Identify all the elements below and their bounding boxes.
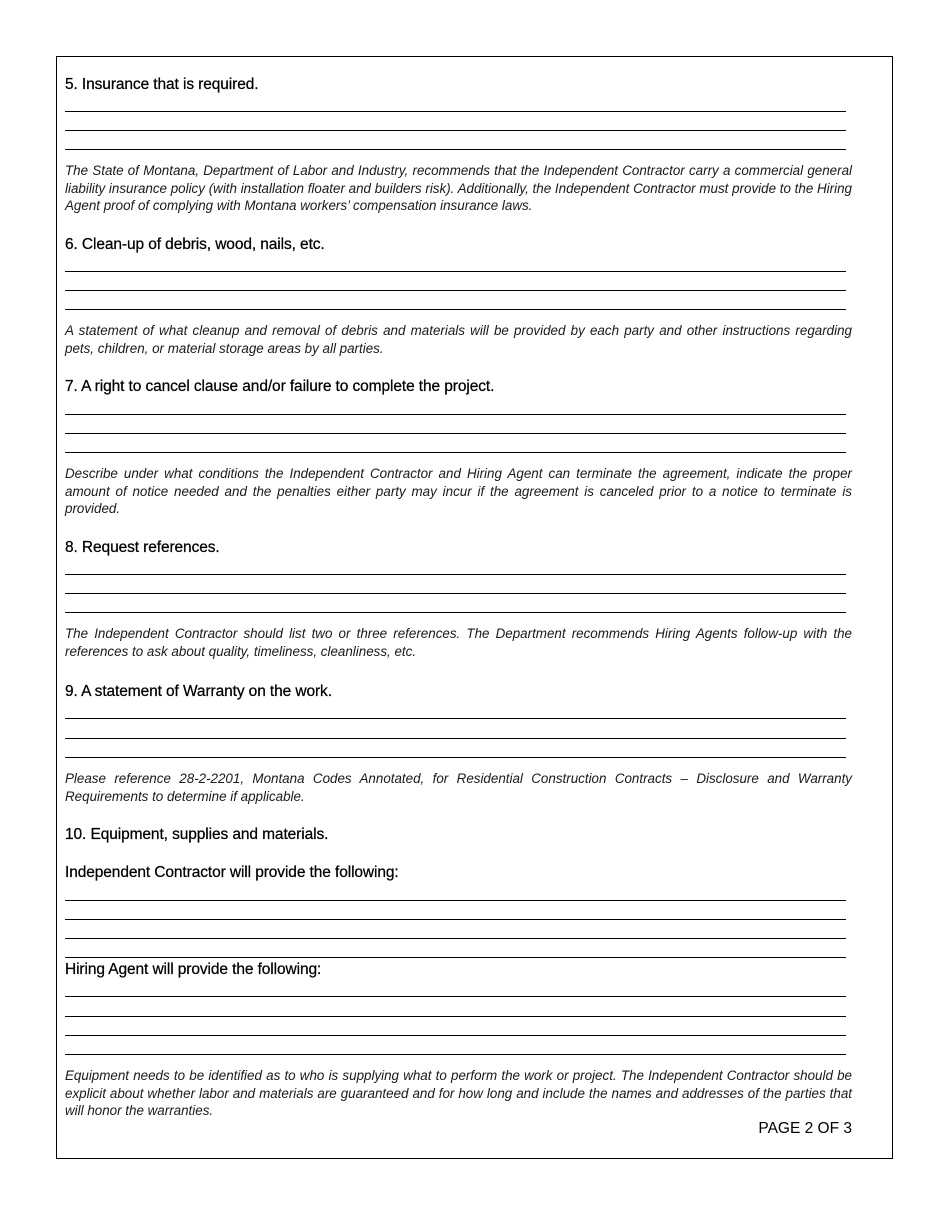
section-9-answer-line-2[interactable] <box>65 738 846 739</box>
agent-provides-heading: Hiring Agent will provide the following: <box>65 961 322 978</box>
section-8-heading: 8. Request references. <box>65 539 220 556</box>
contractor-answer-line-3[interactable] <box>65 938 846 939</box>
section-8-answer-line-1[interactable] <box>65 574 846 575</box>
section-9-answer-line-3[interactable] <box>65 757 846 758</box>
section-7-answer-line-1[interactable] <box>65 414 846 415</box>
agent-answer-line-1[interactable] <box>65 996 846 997</box>
section-8-answer-line-3[interactable] <box>65 612 846 613</box>
section-5-answer-line-3[interactable] <box>65 149 846 150</box>
section-9-answer-line-1[interactable] <box>65 718 846 719</box>
section-10-heading: 10. Equipment, supplies and materials. <box>65 826 329 843</box>
agent-answer-line-4[interactable] <box>65 1054 846 1055</box>
section-10-note: Equipment needs to be identified as to who is supplying what to perform the work or project. The Independent Contractor should be explicit about whether labor and materials are guaranteed and for how long and include the names and addresses of the parties that will honor the warranties. <box>65 1068 852 1119</box>
page-border <box>56 56 893 1159</box>
section-5-heading: 5. Insurance that is required. <box>65 76 259 93</box>
section-7-answer-line-3[interactable] <box>65 452 846 453</box>
contractor-answer-line-1[interactable] <box>65 900 846 901</box>
section-6-heading: 6. Clean-up of debris, wood, nails, etc. <box>65 236 325 253</box>
contractor-answer-line-4[interactable] <box>65 957 846 958</box>
section-7-answer-line-2[interactable] <box>65 433 846 434</box>
section-7-heading: 7. A right to cancel clause and/or failure to complete the project. <box>65 378 495 395</box>
section-5-note: The State of Montana, Department of Labor and Industry, recommends that the Independent Contractor carry a commercial general liability insurance policy (with installation floater and builders risk). Additionally, the Independent Contractor must provide to the Hiring Agent proof of complying with Montana workers’ compensation insurance laws. <box>65 163 852 214</box>
page-number: PAGE 2 OF 3 <box>758 1120 852 1137</box>
section-6-note: A statement of what cleanup and removal of debris and materials will be provided by each party and other instructions regarding pets, children, or material storage areas by all parties. <box>65 323 852 356</box>
section-6-answer-line-3[interactable] <box>65 309 846 310</box>
section-6-answer-line-2[interactable] <box>65 290 846 291</box>
contractor-answer-line-2[interactable] <box>65 919 846 920</box>
section-9-heading: 9. A statement of Warranty on the work. <box>65 683 332 700</box>
section-5-answer-line-1[interactable] <box>65 111 846 112</box>
section-8-note: The Independent Contractor should list two or three references. The Department recommends Hiring Agents follow-up with the references to ask about quality, timeliness, cleanliness, etc. <box>65 626 852 659</box>
agent-answer-line-3[interactable] <box>65 1035 846 1036</box>
section-5-answer-line-2[interactable] <box>65 130 846 131</box>
section-8-answer-line-2[interactable] <box>65 593 846 594</box>
section-9-note: Please reference 28-2-2201, Montana Codes Annotated, for Residential Construction Contracts – Disclosure and Warranty Requirements to determine if applicable. <box>65 771 852 804</box>
section-7-note: Describe under what conditions the Independent Contractor and Hiring Agent can terminate the agreement, indicate the proper amount of notice needed and the penalties either party may incur if the agreement is canceled prior to a notice to terminate is provided. <box>65 466 852 517</box>
contractor-provides-heading: Independent Contractor will provide the following: <box>65 864 399 881</box>
section-6-answer-line-1[interactable] <box>65 271 846 272</box>
agent-answer-line-2[interactable] <box>65 1016 846 1017</box>
